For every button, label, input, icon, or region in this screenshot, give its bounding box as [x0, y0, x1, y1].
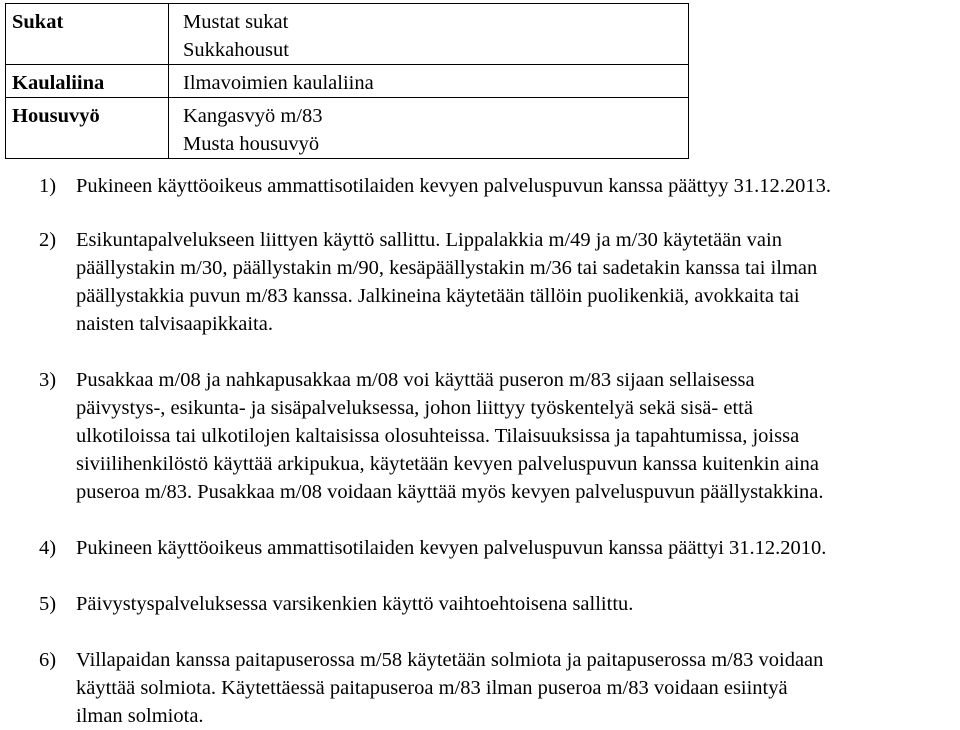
cell-value: Musta housuvyö — [183, 133, 320, 155]
row-label-socks: Sukat — [6, 4, 169, 65]
footnote-text — [76, 646, 956, 730]
footnote-text — [76, 590, 956, 618]
row-values-socks — [169, 4, 689, 65]
footnote-line: Pusakkaa m/08 ja nahkapusakkaa m/08 voi käyttää puseron m/83 sijaan sellaisessa — [76, 369, 755, 391]
cell-value: Kangasvyö m/83 — [183, 105, 323, 127]
footnote-number: 1) — [39, 175, 57, 197]
cell-value: Mustat sukat — [183, 11, 289, 33]
table-row — [6, 4, 689, 65]
footnote-line: päivystys-, esikunta- ja sisäpalveluksessa, johon liittyy työskentelyä sekä sisä- että — [76, 397, 753, 419]
row-label-scarf: Kaulaliina — [6, 65, 169, 98]
footnote-line: Pukineen käyttöoikeus ammattisotilaiden kevyen palveluspuvun kanssa päättyi 31.12.2010. — [76, 537, 827, 559]
footnote-line: naisten talvisaapikkaita. — [76, 313, 273, 335]
row-values-scarf — [169, 65, 689, 98]
footnote-number: 4) — [39, 537, 57, 559]
footnote-line: Villapaidan kanssa paitapuserossa m/58 käytetään solmiota ja paitapuserossa m/83 voidaan — [76, 649, 824, 671]
footnote-line: ulkotiloissa tai ulkotilojen kaltaisissa olosuhteissa. Tilaisuuksissa ja tapahtumissa, joissa — [76, 425, 800, 447]
cell-value: Sukkahousut — [183, 39, 289, 61]
footnote-line: ilman solmiota. — [76, 705, 204, 727]
footnote-line: Päivystyspalveluksessa varsikenkien käyttö vaihtoehtoisena sallittu. — [76, 593, 634, 615]
footnote-number: 3) — [39, 369, 57, 391]
footnote-line: Esikuntapalvelukseen liittyen käyttö sallittu. Lippalakkia m/49 ja m/30 käytetään vain — [76, 229, 782, 251]
footnote-line: Pukineen käyttöoikeus ammattisotilaiden kevyen palveluspuvun kanssa päättyy 31.12.2013. — [76, 175, 831, 197]
footnote-text — [76, 226, 956, 338]
table-row — [6, 65, 689, 98]
footnote-line: päällystakin m/30, päällystakin m/90, kesäpäällystakin m/36 tai sadetakin kanssa tai ilman — [76, 257, 818, 279]
footnote-number: 5) — [39, 593, 57, 615]
footnote-number: 6) — [39, 649, 57, 671]
row-values-belt — [169, 98, 689, 159]
footnote-text — [76, 534, 956, 562]
row-label-belt: Housuvyö — [6, 98, 169, 159]
footnote-text — [76, 366, 956, 506]
table-row — [6, 98, 689, 159]
uniform-items-table — [5, 3, 689, 159]
footnote-number: 2) — [39, 229, 57, 251]
footnote-line: päällystakkia puvun m/83 kanssa. Jalkineina käytetään tällöin puolikenkiä, avokkaita tai — [76, 285, 800, 307]
cell-value: Ilmavoimien kaulaliina — [183, 72, 374, 94]
footnote-line: käyttää solmiota. Käytettäessä paitapuseroa m/83 ilman puseroa m/83 voidaan esiintyä — [76, 677, 788, 699]
footnote-line: siviilihenkilöstö käyttää arkipukua, käytetään kevyen palveluspuvun kanssa kuitenkin aina — [76, 453, 819, 475]
footnote-text — [76, 172, 956, 200]
footnote-line: puseroa m/83. Pusakkaa m/08 voidaan käyttää myös kevyen palveluspuvun päällystakkina. — [76, 481, 824, 503]
